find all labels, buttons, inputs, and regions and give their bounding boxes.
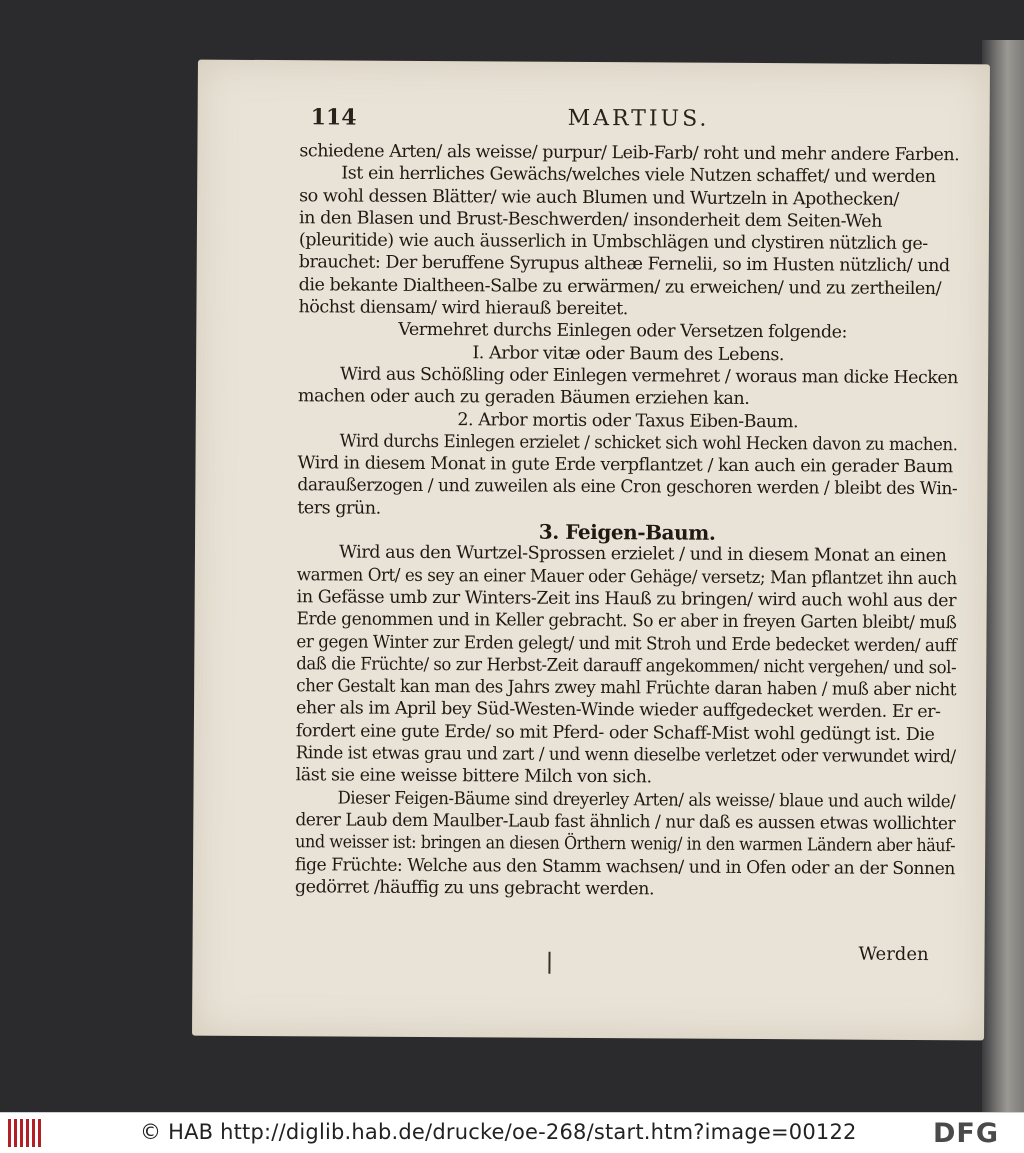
text-line: gedörret /häuffig zu uns gebracht werden. [294,876,655,900]
stray-ink-mark [548,952,550,974]
text-line: I. Arbor vitæ oder Baum des Lebens. [472,342,785,365]
text-line: er gegen Winter zur Erden gelegt/ und mit Stroh und Erde bedecket werden/ auff [296,631,957,656]
text-line: Vermehret durchs Einlegen oder Versetzen folgende: [398,320,848,343]
text-line: (pleuritide) wie auch äusserlich in Umbschlägen und clystiren nützlich ge- [298,230,928,255]
text-line: Dieser Feigen-Bäume sind dreyerley Arten/ als weisse/ blaue und auch wilde/ [337,788,956,812]
page-number: 114 [310,104,357,131]
text-line: die bekante Dialtheen-Salbe zu erwärmen/ zu erweichen/ und zu zertheilen/ [298,274,942,299]
text-line: derer Laub dem Maulber-Laub fast ähnlich / nur daß es aussen etwas wollichter [295,810,956,835]
source-link[interactable]: © HAB http://diglib.hab.de/drucke/oe-268/start.htm?image=00122 [140,1120,857,1144]
dfg-logo: DFG [933,1118,1000,1149]
text-line: cher Gestalt kan man des Jahrs zwey mahl Früchte daran haben / muß aber nicht [296,676,957,701]
text-line: 3. Feigen-Baum. [538,519,716,545]
text-line: Wird durchs Einlegen erzielet / schicket sich wohl Hecken davon zu machen. [339,431,958,456]
text-line: brauchet: Der beruffene Syrupus altheæ Fernelii, so im Husten nützlich/ und [298,252,950,277]
hab-logo-icon [6,1119,46,1147]
text-line: in Gefässe umb zur Winters-Zeit ins Hauß zu bringen/ wird auch wohl aus der [296,587,957,612]
text-line: daß die Früchte/ so zur Herbst-Zeit darauff angekommen/ nicht vergehen/ und sol- [296,654,957,679]
book-page [192,60,990,1041]
text-line: Rinde ist etwas grau und zart / und wenn dieselbe verletzet oder verwundet wird/ [295,743,956,768]
text-line: schiedene Arten/ als weisse/ purpur/ Leib-Farb/ roht und mehr andere Farben. [299,141,960,166]
text-line: fige Früchte: Welche aus den Stamm wachsen/ und in Ofen oder an der Sonnen [295,854,955,879]
text-line: und weisser ist: bringen an diesen Örthern wenig/ in den warmen Ländern aber häuf- [295,832,956,857]
text-line: in den Blasen und Brust-Beschwerden/ insonderheit dem Seiten-Weh [298,208,883,232]
text-line: Ist ein herrliches Gewächs/welches viele Nutzen schaffet/ und werden [341,163,936,188]
text-line: daraußerzogen / und zuweilen als eine Cron geschoren werden / bleibt des Win- [297,475,958,500]
text-line: Wird aus Schößling oder Einlegen vermehret / woraus man dicke Hecken [340,364,958,389]
text-block [295,140,960,902]
text-line: so wohl dessen Blätter/ wie auch Blumen und Wurtzeln in Apothecken/ [299,185,899,210]
text-line: Wird in diesem Monat in gute Erde verpflantzet / kan auch ein gerader Baum [297,453,953,478]
running-head: MARTIUS. [567,105,710,132]
text-line: Wird aus den Wurtzel-Sprossen erzielet / und in diesem Monat an einen [338,542,947,567]
text-line: machen oder auch zu geraden Bäumen erziehen kan. [297,386,750,410]
text-line: warmen Ort/ es sey an einer Mauer oder Gehäge/ versetz; Man pflantzet ihn auch [296,564,957,589]
text-line: ters grün. [297,497,381,519]
text-line: höchst diensam/ wird hierauß bereitet. [298,297,628,320]
catchword: Werden [858,943,929,966]
text-line: läst sie eine weisse bittere Milch von sich. [295,765,652,788]
text-line: eher als im April bey Süd-Westen-Winde wieder auffgedecket werden. Er er- [295,698,941,723]
viewer-footer [0,1112,1024,1153]
text-line: fordert eine gute Erde/ so mit Pferd- oder Schaff-Mist wohl gedüngt ist. Die [295,720,935,745]
text-line: 2. Arbor mortis oder Taxus Eiben-Baum. [457,409,799,432]
text-line: Erde genommen und in Keller gebracht. So er aber in freyen Garten bleibt/ muß [296,609,957,634]
